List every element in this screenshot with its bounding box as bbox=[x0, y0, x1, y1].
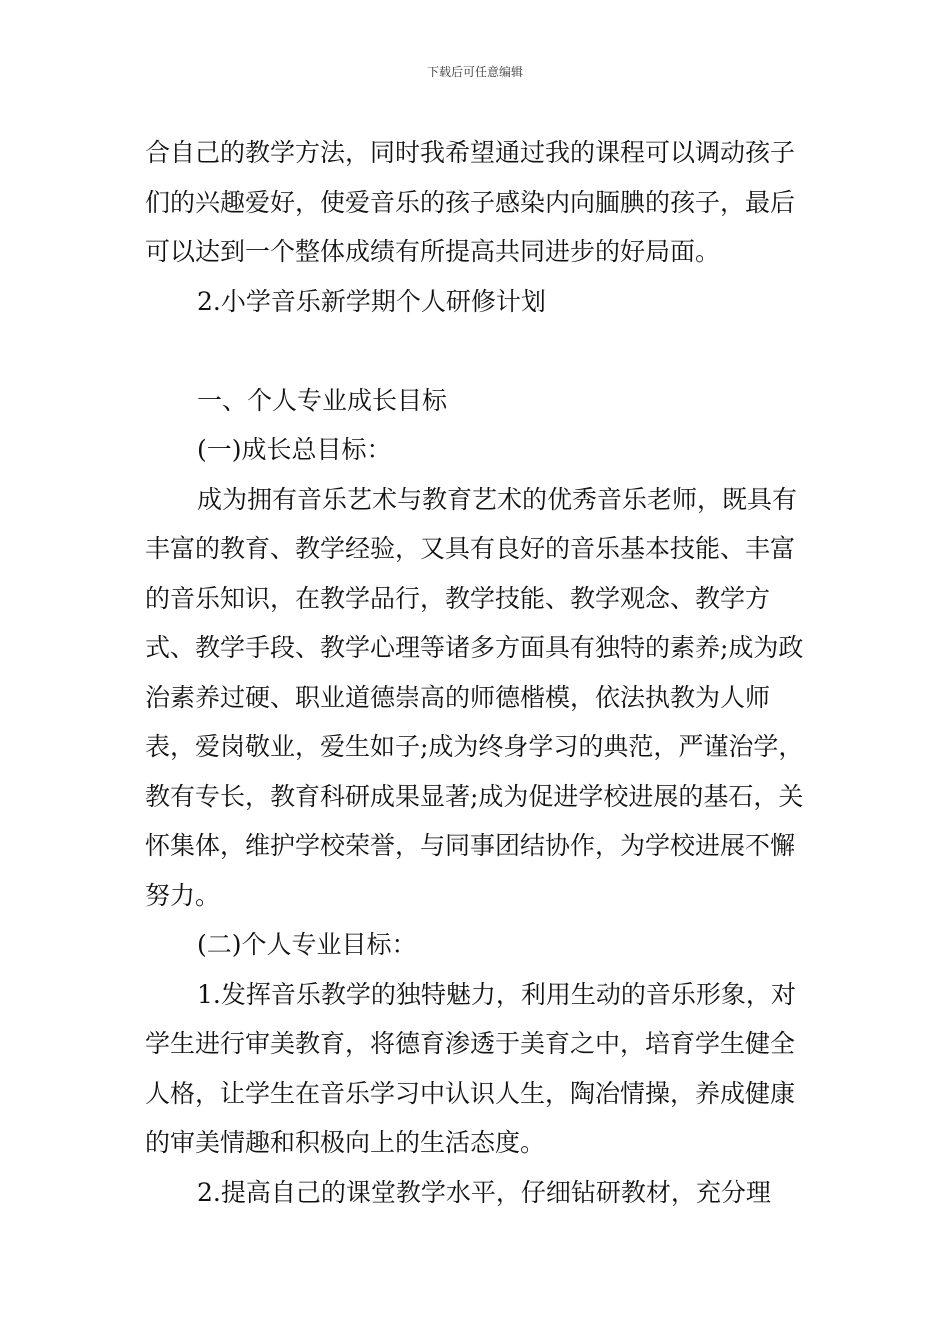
document-body bbox=[145, 128, 810, 1217]
paragraph-goal-2: 2.提高自己的课堂教学水平，仔细钻研教材，充分理 bbox=[197, 1177, 771, 1207]
paragraph-overall-goal: 成为拥有音乐艺术与教育艺术的优秀音乐老师，既具有丰富的教育、教学经验，又具有良好的音乐基本技能、丰富的音乐知识，在教学品行，教学技能、教学观念、教学方式、教学手段、教学心理等诸多方面具有独特的素养;成为政治素养过硬、职业道德崇高的师德楷模，依法执教为人师表，爱岗敬业，爱生如子;成为终身学习的典范，严谨治学，教有专长，教育科研成果显著;成为促进学校进展的基石，关怀集体，维护学校荣誉，与同事团结协作，为学校进展不懈努力。 bbox=[145, 484, 804, 910]
subsection-heading: 一、个人专业成长目标 bbox=[197, 385, 448, 415]
section-heading: 2.小学音乐新学期个人研修计划 bbox=[197, 286, 546, 316]
subheading-professional-goal: (二)个人专业目标： bbox=[197, 930, 417, 959]
subheading-overall-goal: (一)成长总目标： bbox=[197, 435, 392, 464]
paragraph-continuation: 合自己的教学方法，同时我希望通过我的课程可以调动孩子们的兴趣爱好，使爱音乐的孩子感染内向腼腆的孩子，最后可以达到一个整体成绩有所提高共同进步的好局面。 bbox=[145, 138, 796, 266]
blank-line bbox=[145, 326, 810, 376]
paragraph-goal-1: 1.发挥音乐教学的独特魅力，利用生动的音乐形象，对学生进行审美教育，将德育渗透于美育之中，培育学生健全人格，让学生在音乐学习中认识人生，陶冶情操，养成健康的审美情趣和积极向上的生活态度。 bbox=[145, 979, 796, 1157]
page-header: 下载后可任意编辑 bbox=[426, 65, 523, 79]
